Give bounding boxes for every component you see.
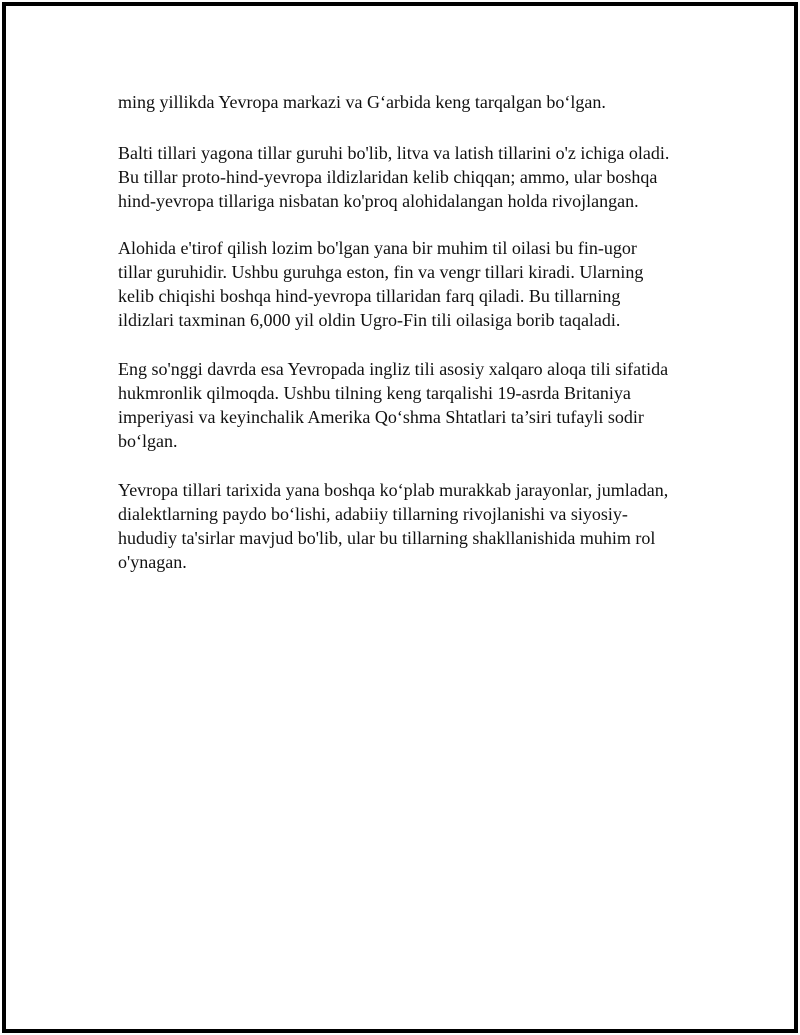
text-line: Alohida e'tirof qilish lozim bo'lgan yana bir muhim til oilasi bu fin-ugor <box>118 238 637 258</box>
text-line: Bu tillar proto-hind-yevropa ildizlaridan kelib chiqqan; ammo, ular boshqa <box>118 167 658 187</box>
text-line: hind-yevropa tillariga nisbatan ko'proq alohidalangan holda rivojlangan. <box>118 191 639 211</box>
paragraph-3 <box>118 236 718 332</box>
text-line: bo‘lgan. <box>118 431 178 451</box>
text-line: imperiyasi va keyinchalik Amerika Qo‘shma Shtatlari ta’siri tufayli sodir <box>118 407 644 427</box>
text-line: hukmronlik qilmoqda. Ushbu tilning keng tarqalishi 19-asrda Britaniya <box>118 383 631 403</box>
text-line: tillar guruhidir. Ushbu guruhga eston, fin va vengr tillari kiradi. Ularning <box>118 262 644 282</box>
text-line: o'ynagan. <box>118 552 187 572</box>
text-line: dialektlarning paydo bo‘lishi, adabiiy tillarning rivojlanishi va siyosiy- <box>118 504 628 524</box>
text-line: ming yillikda Yevropa markazi va G‘arbida keng tarqalgan bo‘lgan. <box>118 92 606 112</box>
paragraph-1 <box>118 90 718 114</box>
text-line: hududiy ta'sirlar mavjud bo'lib, ular bu tillarning shakllanishida muhim rol <box>118 528 656 548</box>
text-line: ildizlari taxminan 6,000 yil oldin Ugro-Fin tili oilasiga borib taqaladi. <box>118 310 621 330</box>
text-line: kelib chiqishi boshqa hind-yevropa tillaridan farq qiladi. Bu tillarning <box>118 286 621 306</box>
text-line: Yevropa tillari tarixida yana boshqa ko‘plab murakkab jarayonlar, jumladan, <box>118 480 669 500</box>
text-line: Eng so'nggi davrda esa Yevropada ingliz tili asosiy xalqaro aloqa tili sifatida <box>118 359 669 379</box>
paragraph-4 <box>118 357 718 453</box>
paragraph-2 <box>118 141 718 213</box>
text-line: Balti tillari yagona tillar guruhi bo'lib, litva va latish tillarini o'z ichiga oladi. <box>118 143 670 163</box>
document-body <box>118 90 718 599</box>
paragraph-5 <box>118 478 718 574</box>
